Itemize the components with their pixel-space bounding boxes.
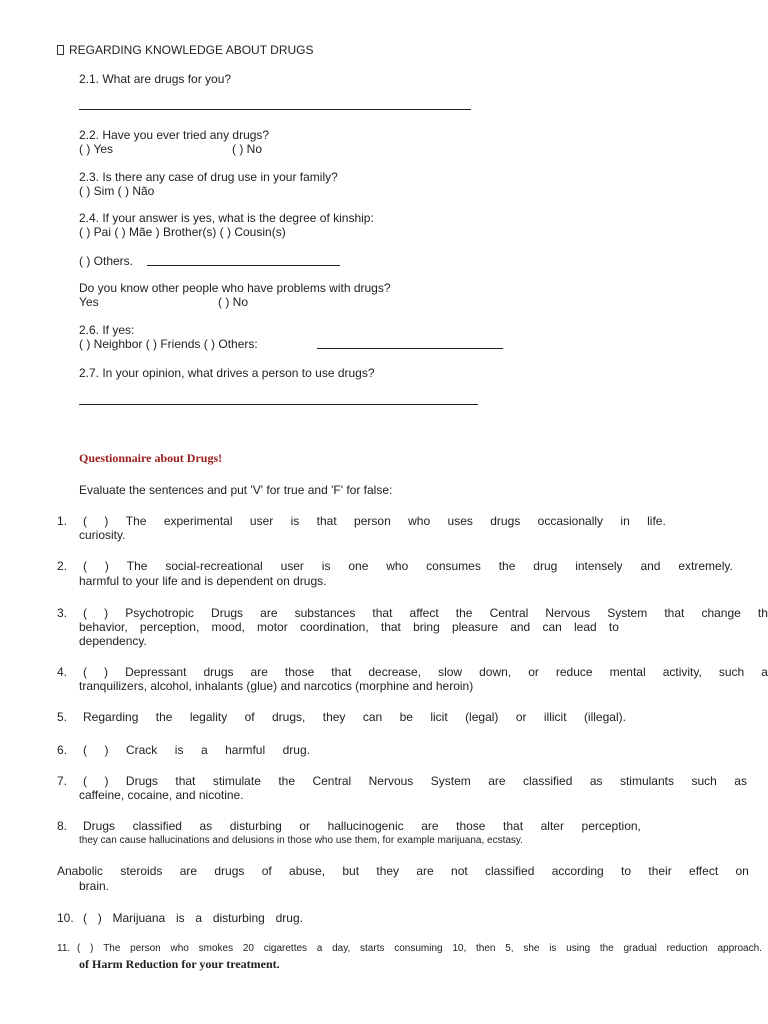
word: is [321, 559, 331, 573]
word: can [542, 620, 562, 634]
item-5-number: 5. [57, 710, 68, 724]
word: that [503, 819, 524, 833]
word: drugs, [272, 710, 306, 724]
word: consumes [426, 559, 481, 573]
word: the [498, 559, 516, 573]
word: uses [447, 514, 473, 528]
word: effect [689, 864, 719, 878]
word: Crack [125, 743, 158, 757]
word: of [261, 864, 272, 878]
word: ( [83, 665, 87, 679]
word: to [621, 864, 632, 878]
word: a [316, 943, 323, 954]
word: who [408, 514, 431, 528]
item-7-line2: caffeine, cocaine, and nicotine. [79, 788, 244, 802]
word: perception, [139, 620, 200, 634]
word: Depressant [125, 665, 187, 679]
item-2-number: 2. [57, 559, 68, 573]
word: drugs [214, 864, 245, 878]
word: activity, [662, 665, 702, 679]
word: ) [104, 514, 109, 528]
word: abuse, [289, 864, 326, 878]
word: th [757, 606, 768, 620]
item-10-line1 [83, 911, 303, 925]
word: pleasure [451, 620, 498, 634]
word: legality [189, 710, 228, 724]
word: is [290, 514, 300, 528]
word: the [155, 710, 173, 724]
word: day, [332, 943, 351, 954]
word: or [528, 665, 539, 679]
word: smokes [198, 943, 234, 954]
word: Central [312, 774, 352, 788]
word: cigarettes [263, 943, 308, 954]
word: ( [83, 514, 87, 528]
word: Anabolic [57, 864, 104, 878]
word: that [175, 774, 196, 788]
word: that [380, 620, 401, 634]
word: steroids [120, 864, 163, 878]
option-2-5-yes[interactable]: Yes [79, 295, 99, 309]
word: Marijuana [112, 911, 166, 925]
word: intensely [575, 559, 623, 573]
word: System [607, 606, 648, 620]
word: the [455, 606, 473, 620]
word: then [476, 943, 496, 954]
word: ( [83, 911, 87, 925]
word: ) [104, 743, 109, 757]
word: 20 [242, 943, 254, 954]
item-1-number: 1. [57, 514, 68, 528]
word: hallucinogenic [327, 819, 404, 833]
word: classified [132, 819, 182, 833]
word: classified [485, 864, 535, 878]
word: drugs [203, 665, 234, 679]
word: gradual [623, 943, 657, 954]
word: (legal) [465, 710, 499, 724]
options-2-3[interactable]: ( ) Sim ( ) Não [79, 184, 155, 198]
word: ( [83, 606, 87, 620]
word: be [399, 710, 413, 724]
section-heading [57, 43, 313, 57]
word: are [416, 864, 434, 878]
word: on [735, 864, 749, 878]
word: ( [83, 743, 87, 757]
word: harmful [225, 743, 266, 757]
word: extremely. [678, 559, 733, 573]
question-2-7: 2.7. In your opinion, what drives a person to use drugs? [79, 366, 375, 380]
word: starts [360, 943, 385, 954]
item-3-number: 3. [57, 606, 68, 620]
word: that [316, 514, 337, 528]
word: their [648, 864, 672, 878]
word: ( [77, 943, 81, 954]
item-4-line2: tranquilizers, alcohol, inhalants (glue) and narcotics (morphine and heroin) [79, 679, 474, 693]
word: is [174, 743, 184, 757]
word: Psychotropic [125, 606, 194, 620]
word: a [761, 665, 768, 679]
word: of [244, 710, 255, 724]
word: slow [438, 665, 463, 679]
word: such [718, 665, 745, 679]
word: drug. [275, 911, 303, 925]
word: they [376, 864, 400, 878]
word: Drugs [83, 819, 116, 833]
word: ) [104, 559, 109, 573]
word: behavior, [79, 620, 128, 634]
item-6-line1 [83, 743, 310, 757]
word: ( [83, 774, 87, 788]
word: occasionally [537, 514, 604, 528]
questionnaire-instruction: Evaluate the sentences and put 'V' for true and 'F' for false: [79, 483, 393, 497]
item-11-line1 [77, 942, 762, 956]
word: not [451, 864, 468, 878]
word: bring [413, 620, 440, 634]
word: 5, [505, 943, 514, 954]
item-3-line2 [79, 620, 619, 634]
word: that [664, 606, 685, 620]
word: are [179, 864, 198, 878]
item-3-line3: dependency. [79, 634, 147, 648]
word: who [386, 559, 409, 573]
word: is [549, 943, 557, 954]
word: disturbing [229, 819, 282, 833]
word: is [175, 911, 185, 925]
word: disturbing [212, 911, 265, 925]
word: consuming [394, 943, 443, 954]
word: ) [90, 943, 94, 954]
question-2-2: 2.2. Have you ever tried any drugs? [79, 128, 270, 142]
word: the [278, 774, 296, 788]
word: Central [489, 606, 529, 620]
word: mood, [211, 620, 245, 634]
item-6-number: 6. [57, 743, 68, 757]
item-2-line2: harmful to your life and is dependent on drugs. [79, 574, 327, 588]
word: The [125, 514, 147, 528]
question-2-5: Do you know other people who have problems with drugs? [79, 281, 391, 295]
word: and [640, 559, 661, 573]
options-2-6[interactable]: ( ) Neighbor ( ) Friends ( ) Others: [79, 337, 258, 351]
item-4-line1 [83, 665, 768, 679]
option-2-2-no[interactable]: ( ) No [232, 142, 262, 156]
item-8-line1 [83, 819, 641, 833]
word: ) [104, 606, 109, 620]
word: a [195, 911, 203, 925]
word: mental [609, 665, 646, 679]
word: (illegal). [583, 710, 626, 724]
word: approach. [717, 943, 762, 954]
questionnaire-title: Questionnaire about Drugs! [79, 451, 223, 465]
item-9-line1 [57, 864, 749, 878]
word: in [620, 514, 630, 528]
option-2-2-yes[interactable]: ( ) Yes [79, 142, 114, 156]
word: are [421, 819, 439, 833]
word: ) [104, 665, 109, 679]
item-3-line1 [83, 606, 768, 620]
item-5-line1 [83, 710, 626, 724]
answer-line-2-1[interactable] [79, 109, 471, 110]
word: Nervous [545, 606, 591, 620]
word: substances [294, 606, 356, 620]
word: are [260, 606, 278, 620]
word: those [284, 665, 315, 679]
word: person [130, 943, 161, 954]
word: but [342, 864, 360, 878]
word: who [170, 943, 189, 954]
item-7-number: 7. [57, 774, 68, 788]
word: affect [409, 606, 439, 620]
item-1-line1 [83, 514, 666, 528]
question-2-4: 2.4. If your answer is yes, what is the degree of kinship: [79, 211, 374, 225]
word: perception, [581, 819, 641, 833]
word: Drugs [125, 774, 158, 788]
word: reduction [666, 943, 708, 954]
item-2-line1 [83, 559, 733, 573]
word: the [599, 943, 614, 954]
word: that [331, 665, 352, 679]
word: one [348, 559, 369, 573]
word: as [199, 819, 213, 833]
word: experimental [163, 514, 233, 528]
word: motor [257, 620, 288, 634]
word: decrease, [368, 665, 422, 679]
word: using [566, 943, 591, 954]
word: licit [430, 710, 448, 724]
item-4-number: 4. [57, 665, 68, 679]
word: lead [574, 620, 597, 634]
word: change [701, 606, 741, 620]
option-2-5-no[interactable]: ( ) No [218, 295, 248, 309]
question-2-3: 2.3. Is there any case of drug use in your family? [79, 170, 338, 184]
word: a [200, 743, 208, 757]
word: ) [97, 911, 102, 925]
word: The [103, 943, 121, 954]
word: down, [479, 665, 512, 679]
section-heading-text: REGARDING KNOWLEDGE ABOUT DRUGS [69, 43, 314, 57]
word: that [372, 606, 393, 620]
question-2-6: 2.6. If yes: [79, 323, 135, 337]
word: stimulate [212, 774, 261, 788]
options-2-4[interactable]: ( ) Pai ( ) Mãe ) Brother(s) ( ) Cousin(s) [79, 225, 286, 239]
word: or [515, 710, 527, 724]
word: alter [540, 819, 564, 833]
word: System [430, 774, 471, 788]
word: ) [104, 774, 109, 788]
item-11-number: 11. [57, 943, 71, 954]
word: she [523, 943, 540, 954]
word: classified [523, 774, 573, 788]
item-1-line2: curiosity. [79, 528, 126, 542]
question-2-1: 2.1. What are drugs for you? [79, 72, 232, 86]
word: are [250, 665, 268, 679]
word: ( [83, 559, 87, 573]
word: drug [533, 559, 558, 573]
option-2-4-others[interactable]: ( ) Others. [79, 254, 134, 268]
word: life. [647, 514, 666, 528]
word: can [362, 710, 383, 724]
word: drugs [490, 514, 521, 528]
word: and [510, 620, 531, 634]
answer-line-2-7[interactable] [79, 404, 478, 405]
item-7-line1 [83, 774, 747, 788]
word: drug. [282, 743, 310, 757]
word: Drugs [211, 606, 244, 620]
item-11-line2: of Harm Reduction for your treatment. [79, 957, 280, 971]
word: according [551, 864, 604, 878]
word: or [299, 819, 311, 833]
item-8-number: 8. [57, 819, 68, 833]
word: Nervous [368, 774, 414, 788]
word: 10, [452, 943, 467, 954]
word: The [126, 559, 148, 573]
word: user [280, 559, 304, 573]
word: as [589, 774, 603, 788]
box-icon [57, 45, 64, 55]
word: person [354, 514, 391, 528]
word: illicit [543, 710, 567, 724]
word: reduce [555, 665, 593, 679]
word: stimulants [619, 774, 674, 788]
word: such [691, 774, 717, 788]
answer-line-2-4-others[interactable] [147, 265, 340, 266]
word: they [322, 710, 346, 724]
item-10-number: 10. [57, 911, 74, 925]
word: Regarding [83, 710, 139, 724]
word: to [608, 620, 619, 634]
answer-line-2-6-others[interactable] [317, 348, 503, 349]
word: as [734, 774, 747, 788]
word: user [249, 514, 274, 528]
item-9-line2: brain. [79, 879, 110, 893]
item-8-line2: they can cause hallucinations and delusions in those who use them, for example marijuana, ecstasy. [79, 835, 523, 846]
word: social-recreational [165, 559, 263, 573]
word: are [488, 774, 506, 788]
word: coordination, [299, 620, 369, 634]
word: those [456, 819, 486, 833]
